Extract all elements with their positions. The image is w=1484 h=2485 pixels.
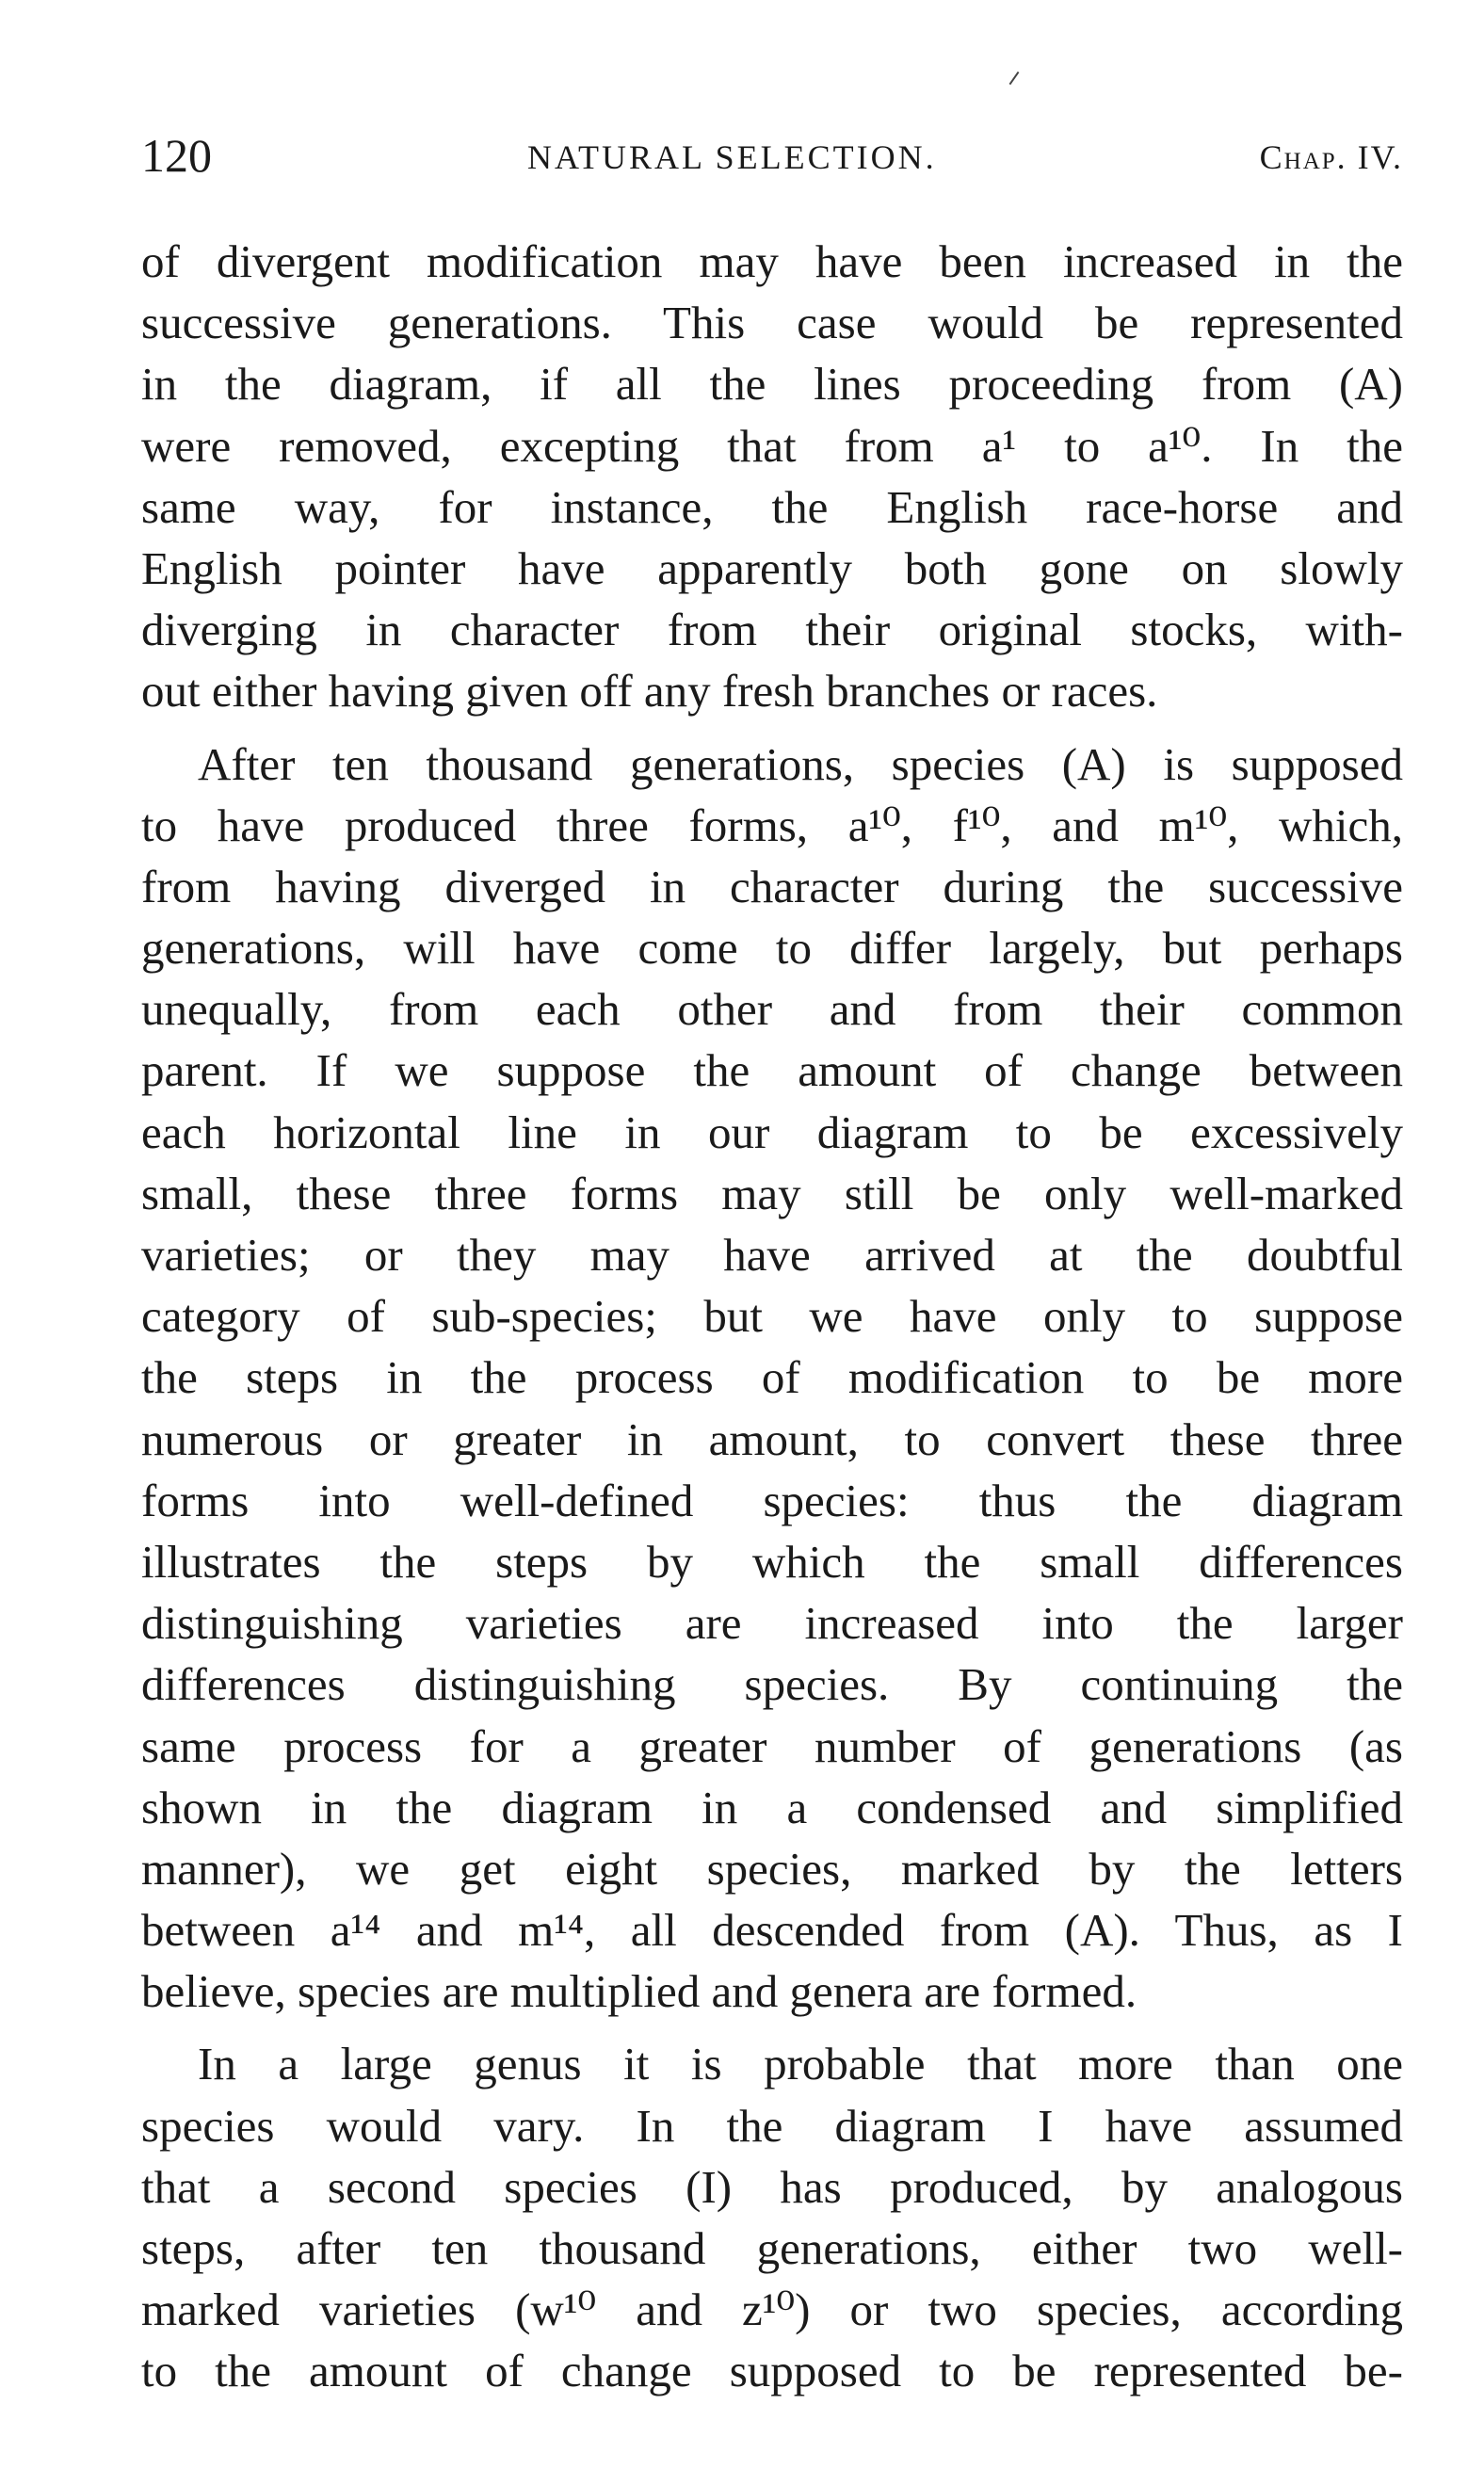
text-line: parent. If we suppose the amount of change between: [141, 1044, 1403, 1097]
text-line: marked varieties (w¹⁰ and z¹⁰) or two species, according: [141, 2283, 1403, 2336]
running-head: [141, 122, 1403, 188]
text-line: between a¹⁴ and m¹⁴, all descended from (A). Thus, as I: [141, 1904, 1403, 1957]
text-line: same process for a greater number of generations (as: [141, 1719, 1403, 1772]
running-title: NATURAL SELECTION.: [527, 138, 937, 176]
text-line: illustrates the steps by which the small differences: [141, 1535, 1403, 1588]
text-line: successive generations. This case would be represented: [141, 297, 1403, 349]
text-line: numerous or greater in amount, to convert these three: [141, 1412, 1403, 1465]
text-line: to the amount of change supposed to be represented be-: [141, 2345, 1403, 2397]
text-line: of divergent modification may have been increased in the: [141, 235, 1403, 287]
text-line: After ten thousand generations, species (A) is supposed: [198, 737, 1403, 790]
text-line: shown in the diagram in a condensed and simplified: [141, 1781, 1403, 1833]
text-line: varieties; or they may have arrived at the doubtful: [141, 1229, 1403, 1281]
text-line: In a large genus it is probable that more than one: [198, 2038, 1403, 2090]
text-line: were removed, excepting that from a¹ to a¹⁰. In the: [141, 419, 1403, 472]
text-line: forms into well-defined species: thus the diagram: [141, 1474, 1403, 1526]
text-line: steps, after ten thousand generations, either two well-: [141, 2222, 1403, 2274]
text-line: distinguishing varieties are increased into the larger: [141, 1597, 1403, 1650]
text-line: from having diverged in character during the successive: [141, 860, 1403, 912]
page-number: 120: [141, 129, 212, 182]
text-line: English pointer have apparently both gone on slowly: [141, 541, 1403, 594]
stray-ink-mark: [1009, 72, 1020, 85]
text-line: generations, will have come to differ largely, but perhaps: [141, 922, 1403, 975]
text-line: unequally, from each other and from their common: [141, 983, 1403, 1036]
text-line: same way, for instance, the English race-horse and: [141, 480, 1403, 533]
text-line: manner), we get eight species, marked by the letters: [141, 1842, 1403, 1895]
text-line: differences distinguishing species. By continuing the: [141, 1658, 1403, 1711]
text-line: species would vary. In the diagram I have assumed: [141, 2099, 1403, 2152]
text-line: in the diagram, if all the lines proceeding from (A): [141, 358, 1403, 411]
text-line: believe, species are multiplied and genera are formed.: [141, 1965, 1137, 2018]
body-text: [141, 231, 1403, 2402]
text-line: category of sub-species; but we have only to suppose: [141, 1290, 1403, 1343]
text-line: each horizontal line in our diagram to be excessively: [141, 1105, 1403, 1158]
text-line: the steps in the process of modification to be more: [141, 1351, 1403, 1404]
text-line: to have produced three forms, a¹⁰, f¹⁰, and m¹⁰, which,: [141, 799, 1403, 851]
text-line: out either having given off any fresh branches or races.: [141, 665, 1158, 718]
text-line: that a second species (I) has produced, by analogous: [141, 2160, 1403, 2213]
paragraph-gap: [141, 2022, 1403, 2033]
text-line: diverging in character from their original stocks, with-: [141, 604, 1403, 656]
paragraph: [141, 2033, 1403, 2401]
text-line: small, these three forms may still be only well-marked: [141, 1167, 1403, 1219]
paragraph-gap: [141, 722, 1403, 734]
paragraph: [141, 231, 1403, 722]
paragraph: [141, 734, 1403, 2023]
chapter-reference: Chap. IV.: [1259, 138, 1403, 176]
